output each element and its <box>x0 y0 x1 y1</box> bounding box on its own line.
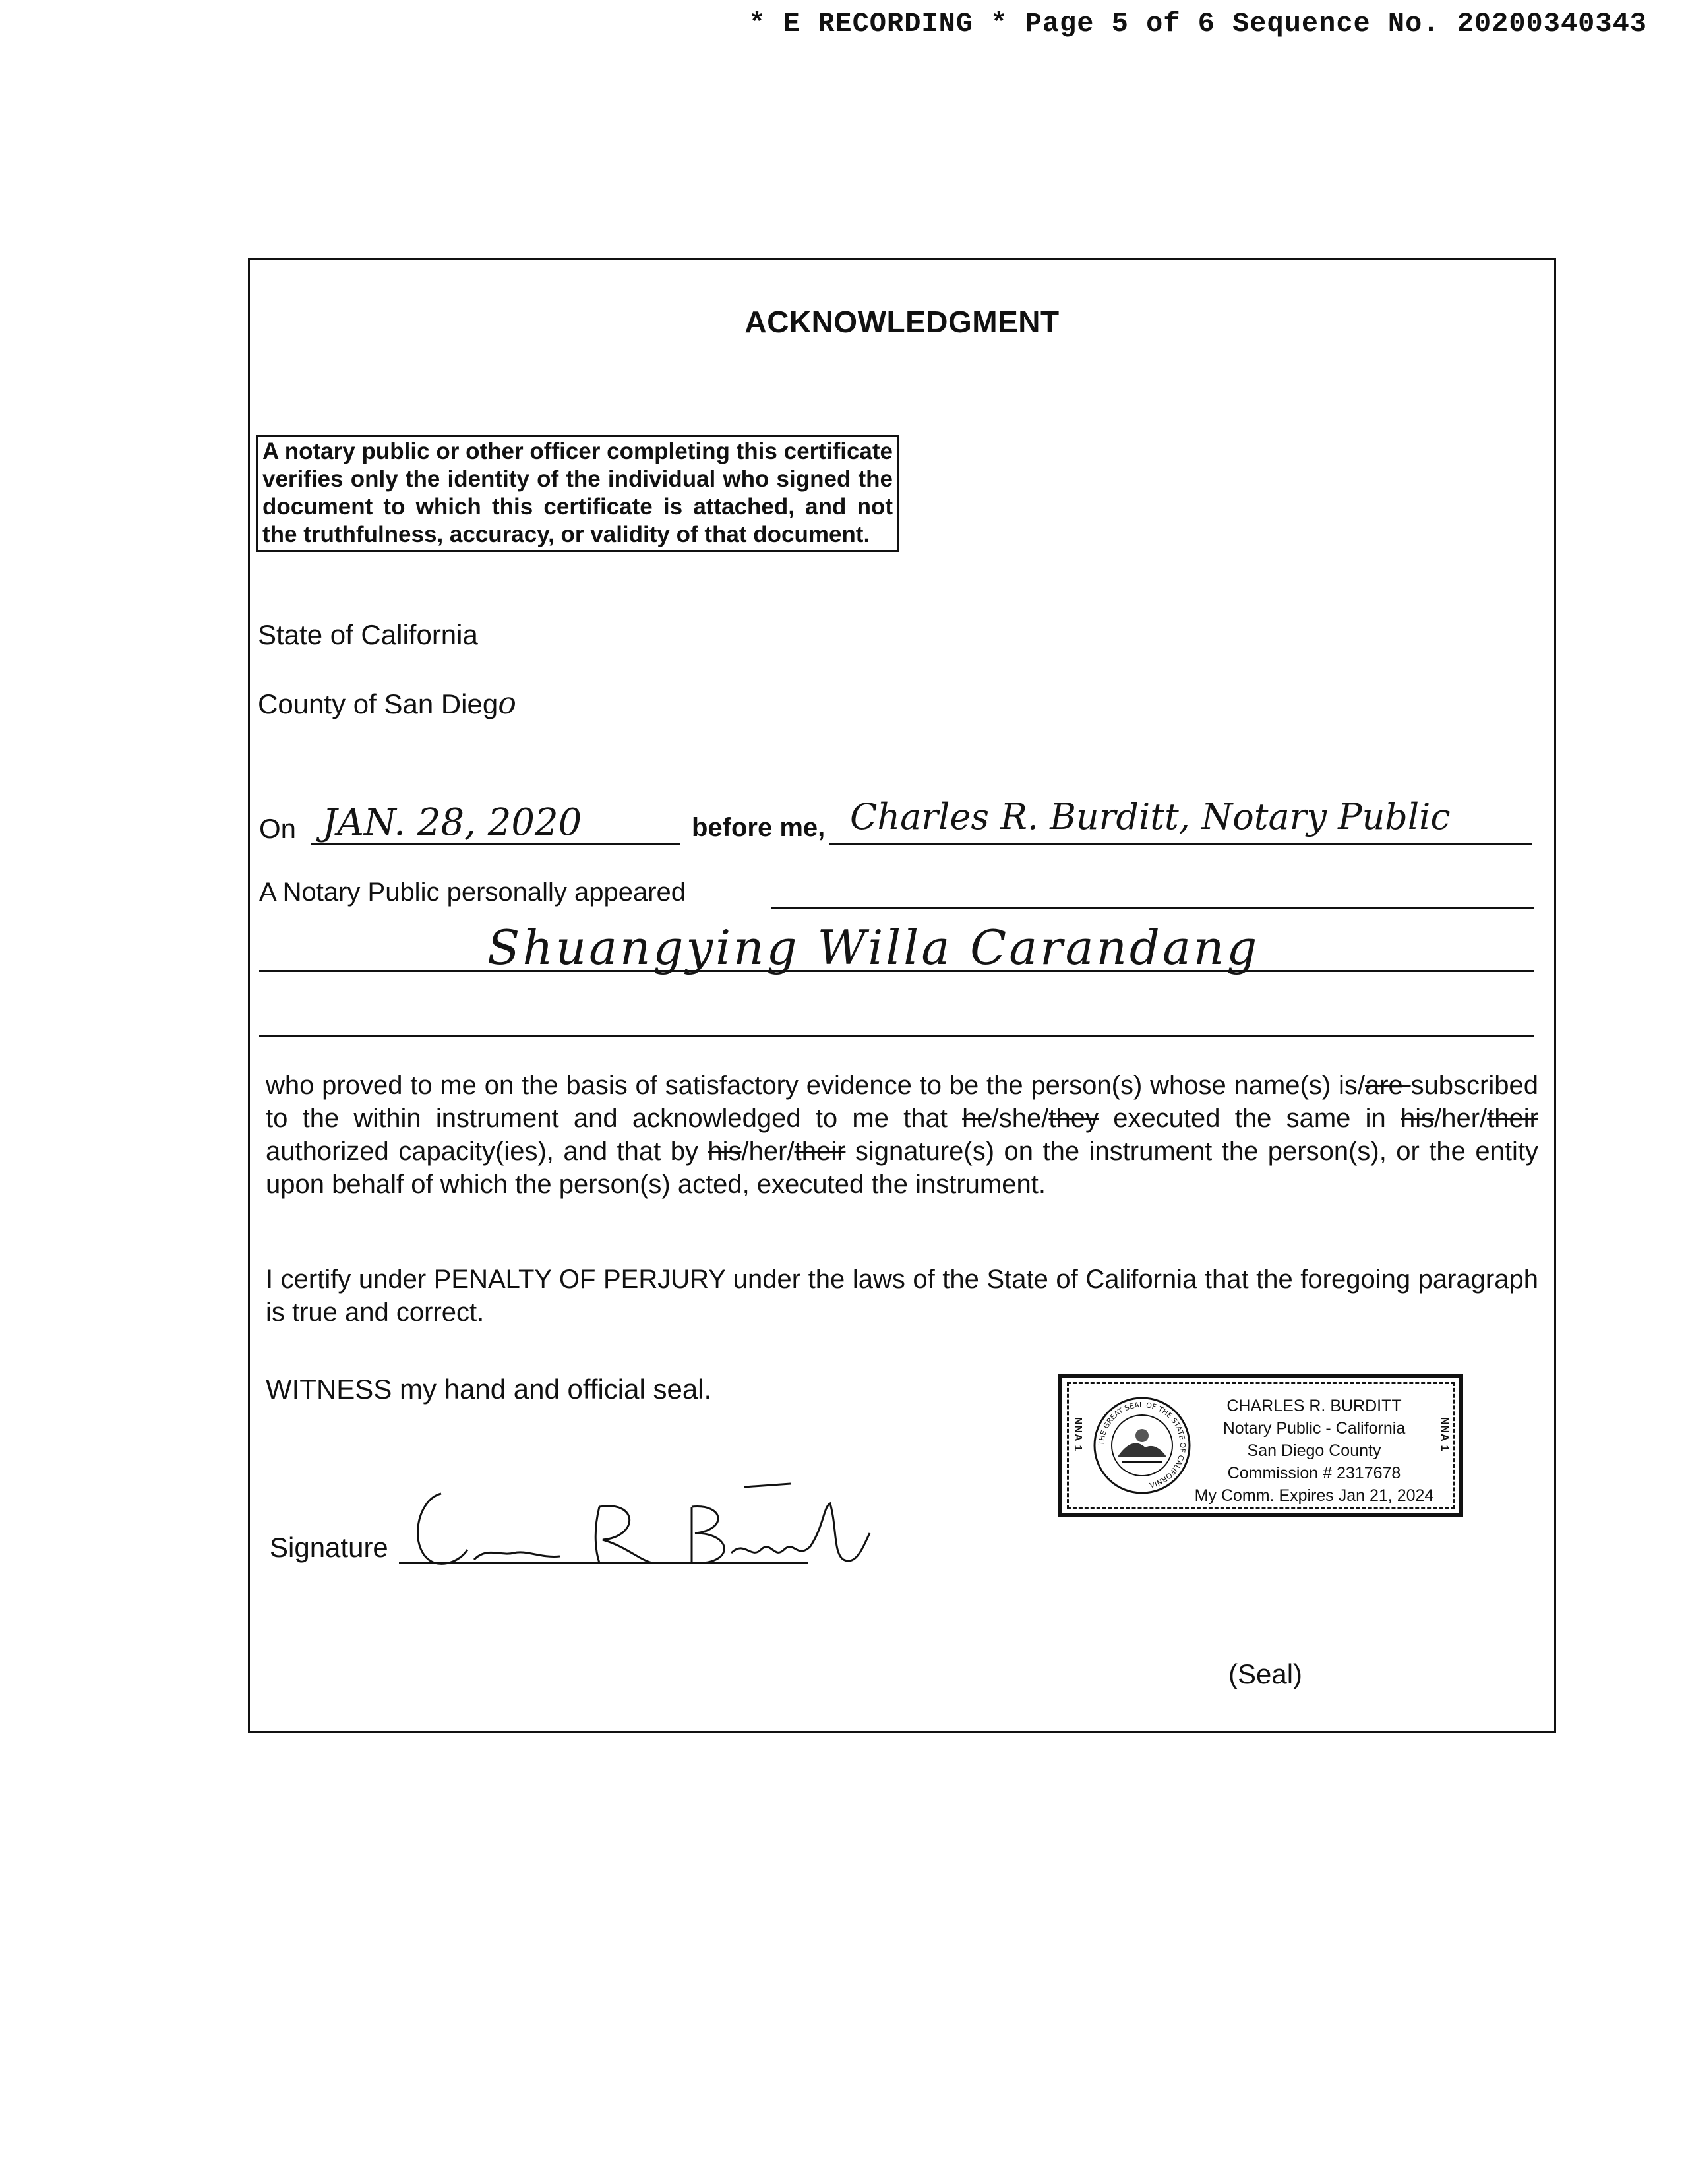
date-handwritten: JAN. 28, 2020 <box>322 801 582 844</box>
witness-statement: WITNESS my hand and official seal. <box>266 1374 712 1405</box>
notary-name-handwritten: Charles R. Burditt, Notary Public <box>850 796 1451 837</box>
on-label: On <box>259 813 297 844</box>
certify-paragraph: I certify under PENALTY OF PERJURY under the laws of the State of California that the foregoing paragraph is true and correct. <box>266 1265 1538 1327</box>
seal-title: Notary Public - California <box>1222 1419 1406 1438</box>
form-title: ACKNOWLEDGMENT <box>744 305 1060 339</box>
seal-expiration: My Comm. Expires Jan 21, 2024 <box>1194 1486 1434 1505</box>
state-label: State of California <box>258 619 478 650</box>
appeared-name-handwritten: Shuangying Willa Carandang <box>487 920 1260 975</box>
signature-label: Signature <box>270 1532 388 1563</box>
seal-side-left: NNA 1 <box>1072 1417 1083 1452</box>
county-line <box>258 685 516 721</box>
proof-paragraph: who proved to me on the basis of satisfactory evidence to be the person(s) whose name(s) is/are subscribed to the within instrument and acknowledged to me that he/she/they executed the same in his/her/their authorized capacity(ies), and that by his/her/their signature(s) on the instrument the person(s), or the entity upon behalf of which the person(s) acted, executed the instrument. <box>266 1071 1538 1199</box>
state-seal-emblem-icon <box>1093 1396 1191 1495</box>
seal-label: (Seal) <box>1228 1658 1303 1689</box>
seal-side-right: NNA 1 <box>1439 1417 1450 1452</box>
notary-seal-stamp <box>1058 1374 1463 1517</box>
appeared-underline-1 <box>771 907 1534 909</box>
appeared-underline-3 <box>259 1035 1534 1037</box>
before-me-label: before me, <box>692 813 826 842</box>
recording-header: * E RECORDING * Page 5 of 6 Sequence No. 20200340343 <box>748 8 1647 40</box>
handwritten-signature-icon <box>402 1467 969 1579</box>
county-label: County of San Dieg <box>258 688 498 719</box>
notary-appeared-label: A Notary Public personally appeared <box>259 878 686 907</box>
svg-text:THE GREAT SEAL OF THE STATE OF: THE GREAT SEAL OF THE STATE OF CALIFORNIA <box>1097 1400 1188 1490</box>
seal-text-block <box>1191 1395 1437 1507</box>
notary-name-underline <box>829 843 1532 845</box>
county-handwritten: o <box>498 685 516 721</box>
notary-notice-box: A notary public or other officer completing this certificate verifies only the identity of the individual who signed the document to which this certificate is attached, and not the truthfulness, accuracy, or validity of that document. <box>256 435 899 552</box>
seal-county: San Diego County <box>1247 1441 1381 1460</box>
seal-commission: Commission # 2317678 <box>1227 1464 1401 1482</box>
acknowledgment-form <box>248 258 1556 1733</box>
seal-notary-name: CHARLES R. BURDITT <box>1226 1397 1402 1415</box>
